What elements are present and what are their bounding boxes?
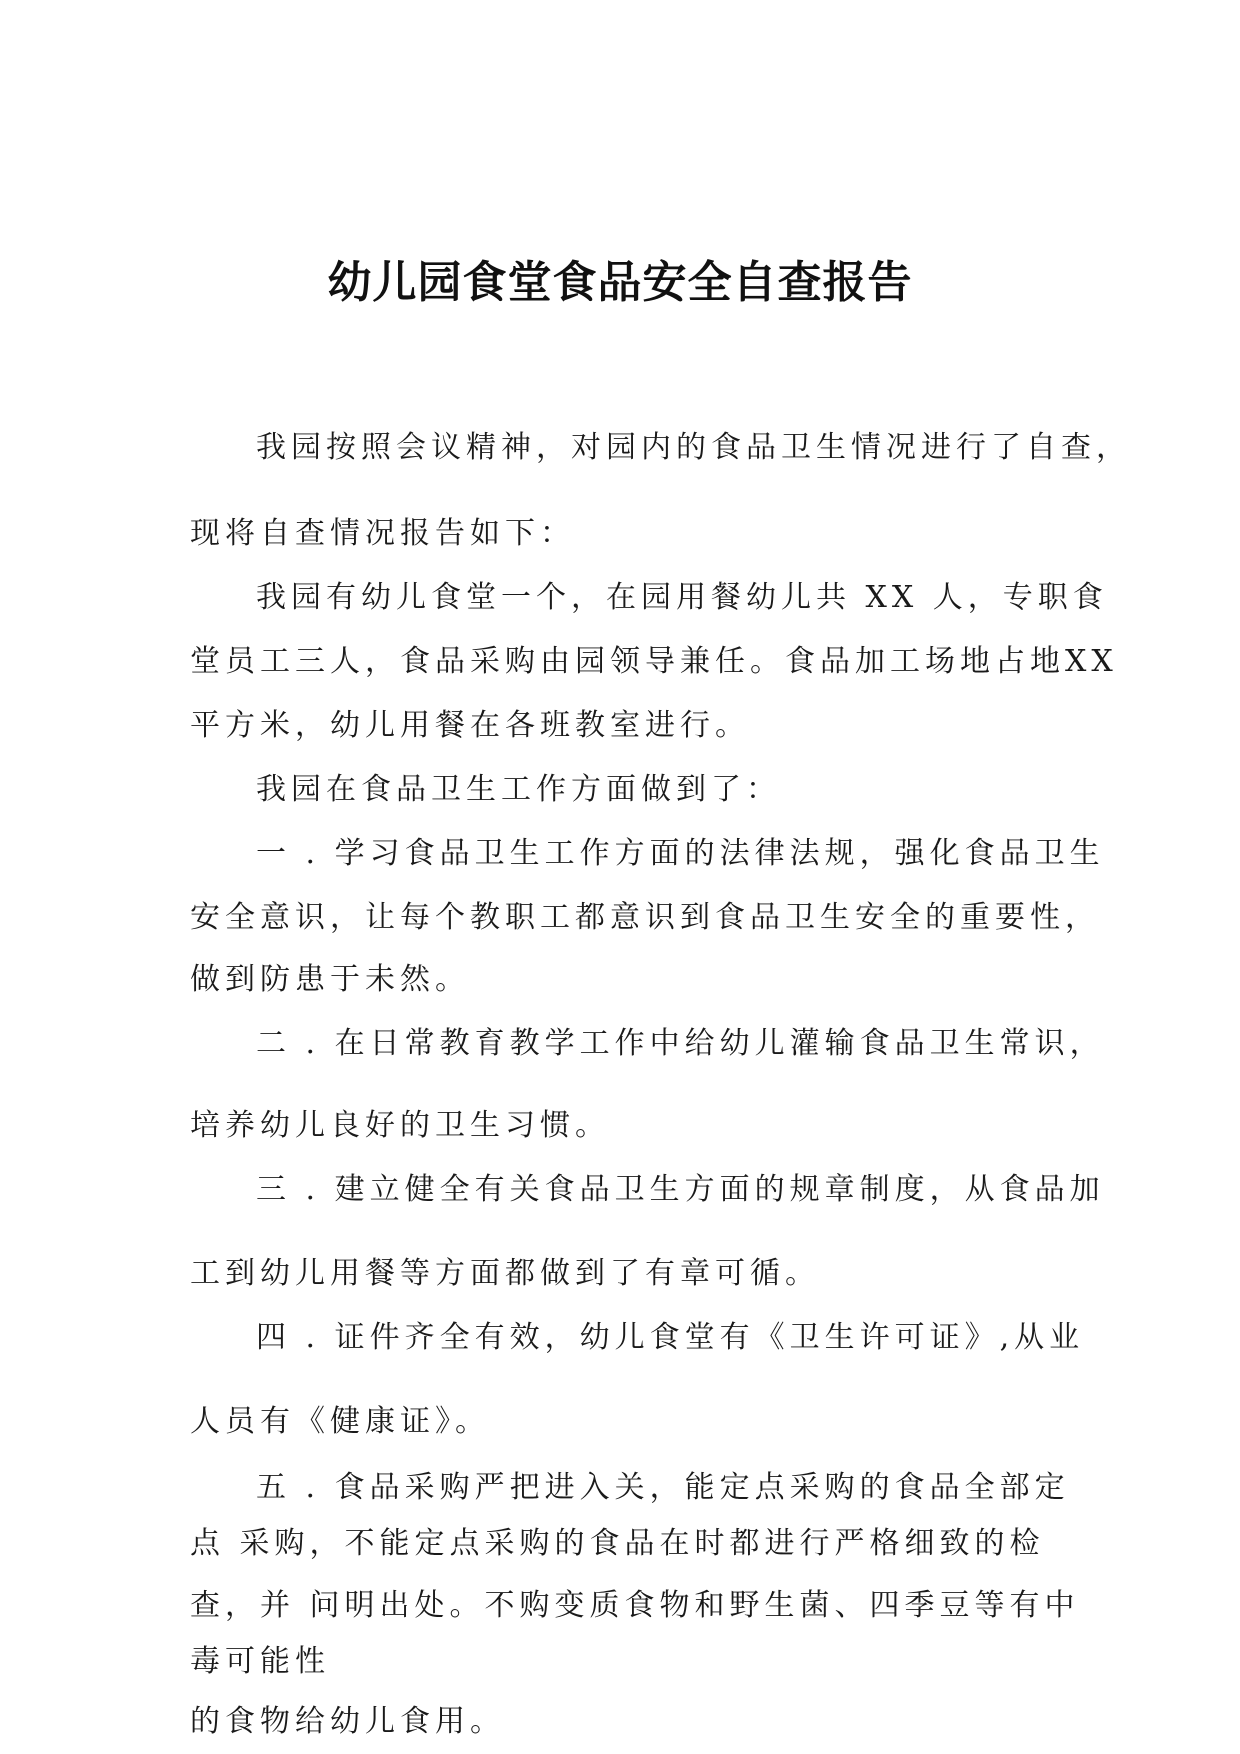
paragraph-line: 三 . 建立健全有关食品卫生方面的规章制度，从食品加 — [256, 1172, 1105, 1207]
paragraph-line: 五 . 食品采购严把进入关，能定点采购的食品全部定 — [256, 1470, 1070, 1505]
paragraph-line: 查，并 问明出处。不购变质食物和野生菌、四季豆等有中 — [190, 1588, 1080, 1623]
paragraph-line: 堂员工三人，食品采购由园领导兼任。食品加工场地占地XX — [190, 644, 1118, 679]
paragraph-line: 一 . 学习食品卫生工作方面的法律法规，强化食品卫生 — [256, 836, 1105, 871]
paragraph-line: 二 . 在日常教育教学工作中给幼儿灌输食品卫生常识， — [256, 1026, 1105, 1061]
paragraph-line: 安全意识，让每个教职工都意识到食品卫生安全的重要性， — [190, 900, 1100, 935]
paragraph-line: 平方米，幼儿用餐在各班教室进行。 — [190, 708, 750, 743]
paragraph-line: 做到防患于未然。 — [190, 962, 470, 997]
paragraph-line: 毒可能性 — [190, 1644, 330, 1679]
paragraph-line: 点 采购，不能定点采购的食品在时都进行严格细致的检 — [190, 1526, 1045, 1561]
paragraph-line: 我园按照会议精神，对园内的食品卫生情况进行了自查， — [256, 430, 1131, 465]
paragraph-line: 我园有幼儿食堂一个，在园用餐幼儿共 XX 人，专职食 — [256, 580, 1108, 615]
paragraph-line: 培养幼儿良好的卫生习惯。 — [190, 1108, 610, 1143]
paragraph-line: 我园在食品卫生工作方面做到了： — [256, 772, 781, 807]
paragraph-line: 现将自查情况报告如下： — [190, 516, 575, 551]
document-title: 幼儿园食堂食品安全自查报告 — [327, 257, 913, 308]
paragraph-line: 的食物给幼儿食用。 — [190, 1704, 505, 1739]
paragraph-line: 四 . 证件齐全有效，幼儿食堂有《卫生许可证》,从业 — [256, 1320, 1085, 1355]
paragraph-line: 工到幼儿用餐等方面都做到了有章可循。 — [190, 1256, 820, 1291]
paragraph-line: 人员有《健康证》。 — [190, 1404, 490, 1439]
